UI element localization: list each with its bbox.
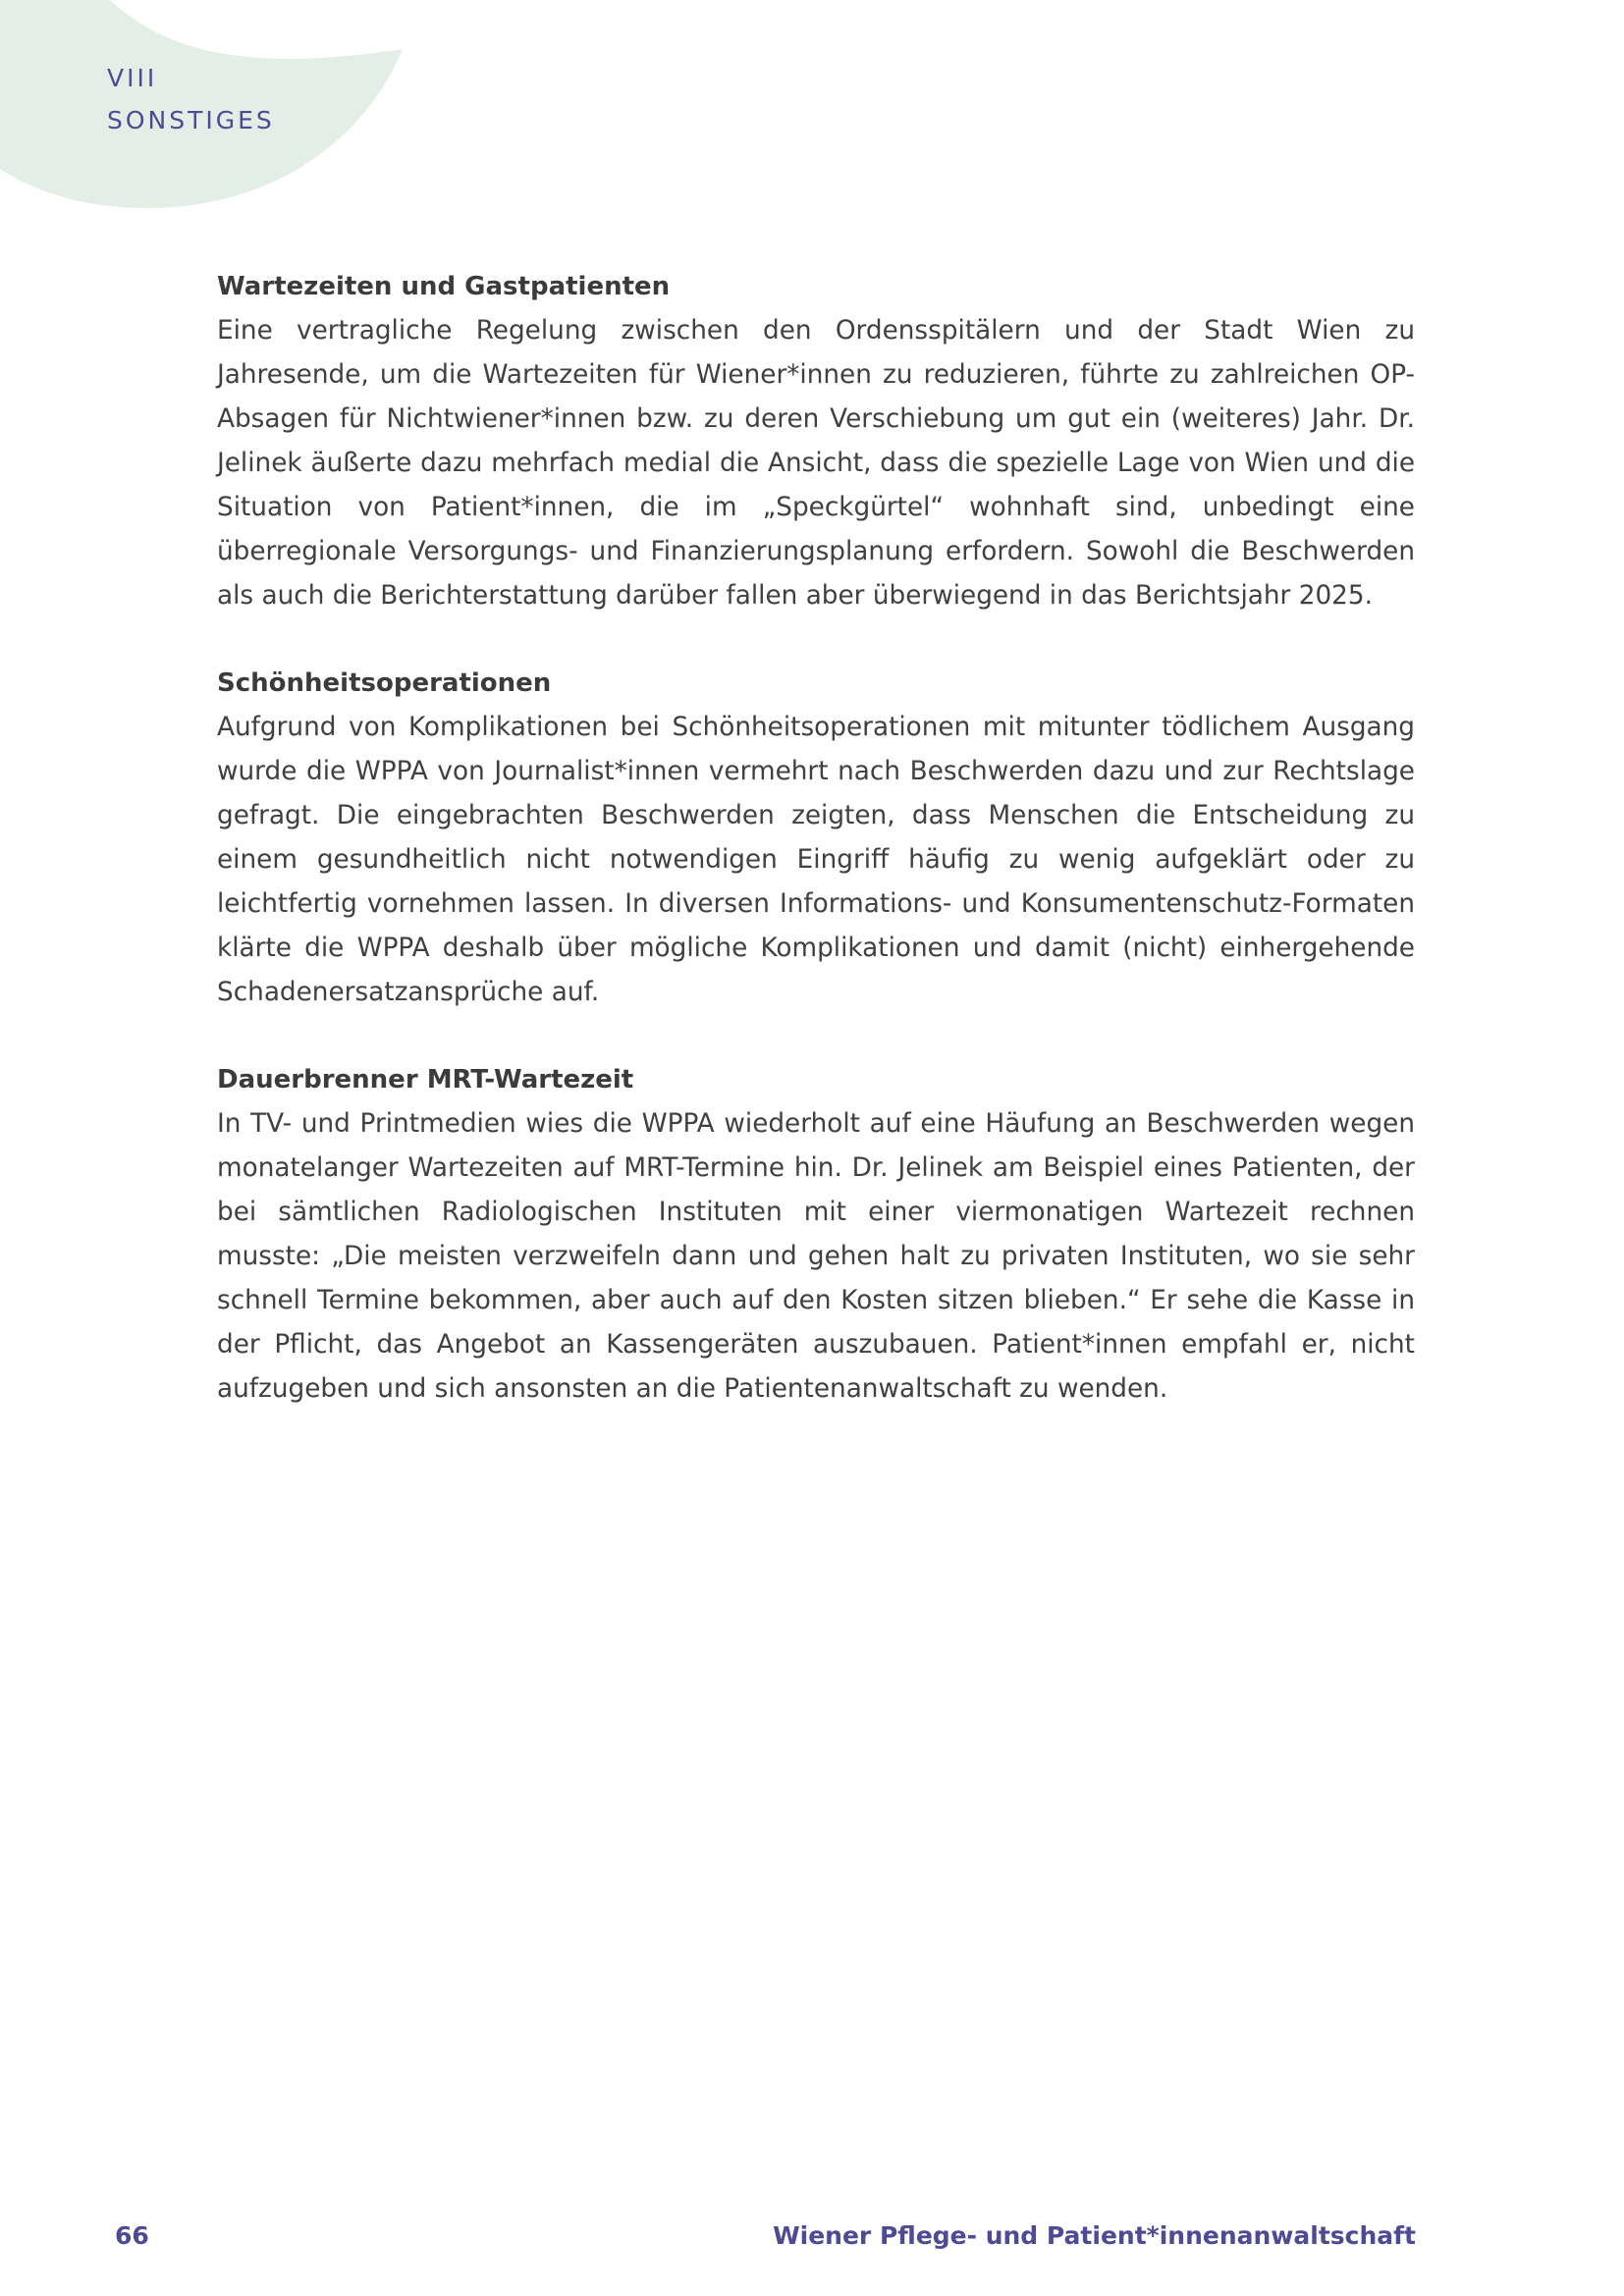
section-heading: Dauerbrenner MRT-Wartezeit (217, 1065, 634, 1095)
chapter-label (107, 57, 275, 141)
footer-organization: Wiener Pflege- und Patient*innenanwaltschaft (773, 2221, 1416, 2250)
section-heading: Schönheitsoperationen (217, 668, 552, 698)
main-content (217, 265, 1415, 1455)
section-heading: Wartezeiten und Gastpatienten (217, 272, 671, 301)
page-number: 66 (115, 2221, 149, 2250)
section-body: Aufgrund von Komplikationen bei Schönheitsoperationen mit mitunter tödlichem Ausgang wurde die WPPA von Journalist*innen vermehrt nach Beschwerden dazu und zur Rechtslage gefragt. Die eingebrachten Beschwerden zeigten, dass Menschen die Entscheidung zu einem gesundheitlich nicht notwendigen Eingriff häufig zu wenig aufgeklärt oder zu leichtfertig vornehmen lassen. In diversen Informations- und Konsumentenschutz-Formaten klärte die WPPA deshalb über mögliche Komplikationen und damit (nicht) einhergehende Schadenersatzansprüche auf. (217, 713, 1415, 1007)
section-body: Eine vertragliche Regelung zwischen den Ordensspitälern und der Stadt Wien zu Jahresende, um die Wartezeiten für Wiener*innen zu reduzieren, führte zu zahlreichen OP-Absagen für Nichtwiener*innen bzw. zu deren Verschiebung um gut ein (weiteres) Jahr. Dr. Jelinek äußerte dazu mehrfach medial die Ansicht, dass die spezielle Lage von Wien und die Situation von Patient*innen, die im „Speckgürtel“ wohnhaft sind, unbedingt eine überregionale Versorgungs- und Finanzierungsplanung erfordern. Sowohl die Beschwerden als auch die Berichterstattung darüber fallen aber überwiegend in das Berichtsjahr 2025. (217, 316, 1415, 611)
section-mrt-wartezeit (217, 1058, 1415, 1412)
chapter-number: VIII (107, 64, 158, 92)
section-body: In TV- und Printmedien wies die WPPA wiederholt auf eine Häufung an Beschwerden wegen monatelanger Wartezeiten auf MRT-Termine hin. Dr. Jelinek am Beispiel eines Patienten, der bei sämtlichen Radiologischen Instituten mit einer viermonatigen Wartezeit rechnen musste: „Die meisten verzweifeln dann und gehen halt zu privaten Instituten, wo sie sehr schnell Termine bekommen, aber auch auf den Kosten sitzen blieben.“ Er sehe die Kasse in der Pflicht, das Angebot an Kassengeräten auszubauen. Patient*innen empfahl er, nicht aufzugeben und sich ansonsten an die Patientenanwaltschaft zu wenden. (217, 1109, 1415, 1404)
section-schoenheitsoperationen (217, 662, 1415, 1015)
section-wartezeiten (217, 265, 1415, 618)
chapter-title: SONSTIGES (107, 106, 275, 134)
